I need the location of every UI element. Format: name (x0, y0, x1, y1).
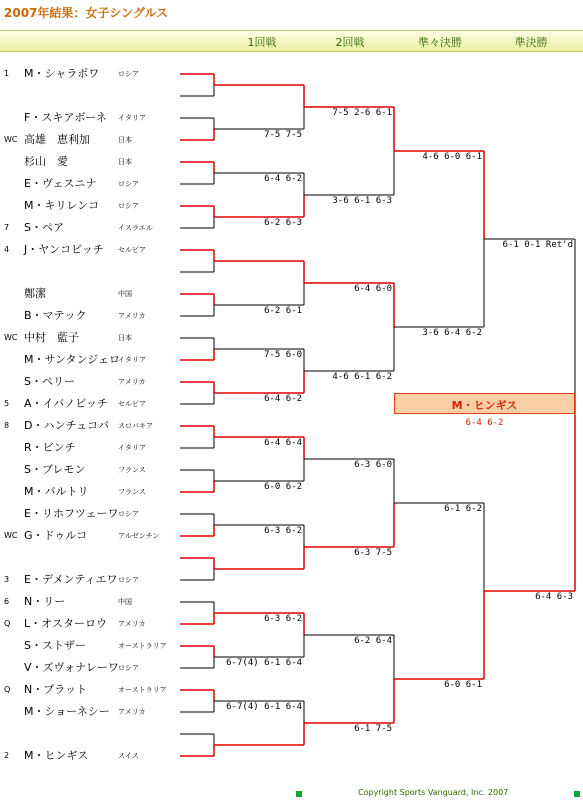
r2-score: 6-2 6-4 (354, 636, 392, 646)
r1-score: 6-0 6-2 (264, 482, 302, 492)
footer-square-left (296, 791, 302, 797)
player-seed: 3 (4, 575, 10, 584)
player-name: M・ヒンギス (24, 749, 89, 762)
player-country: ロシア (118, 70, 139, 78)
r1-score: 6-4 6-2 (264, 174, 302, 184)
player-name: B・マテック (24, 309, 87, 322)
player-seed: Q (4, 685, 11, 694)
player-country: アメリカ (118, 378, 146, 386)
player-country: ロシア (118, 180, 139, 188)
header-round1: 1回戦 (247, 36, 277, 49)
player-name: N・ブラット (24, 683, 88, 696)
player-country: アメリカ (118, 620, 146, 628)
player-country: アルゼンチン (118, 532, 160, 540)
player-name: 中村 藍子 (24, 331, 79, 344)
player-seed: WC (4, 531, 18, 540)
player-name: M・シャラポワ (24, 67, 100, 80)
player-country: イタリア (118, 356, 146, 364)
qf-score: 4-6 6-0 6-1 (422, 152, 482, 162)
player-country: ロシア (118, 664, 139, 672)
player-country: スイス (118, 752, 139, 760)
qf-score: 6-1 6-2 (444, 504, 482, 514)
r1-score: 6-7(4) 6-1 6-4 (226, 658, 302, 668)
player-seed: 8 (4, 421, 10, 430)
player-name: 杉山 愛 (24, 155, 68, 168)
player-country: ロシア (118, 202, 139, 210)
player-seed: 6 (4, 597, 10, 606)
player-name: V・ズヴォナレーワ (24, 661, 119, 674)
player-name: S・ペリー (24, 375, 75, 388)
player-seed: 1 (4, 69, 10, 78)
copyright: Copyright Sports Vanguard, Inc. 2007 (358, 788, 509, 797)
player-country: アメリカ (118, 312, 146, 320)
r1-score: 7-5 7-5 (264, 130, 302, 140)
player-name: S・ストザー (24, 639, 86, 652)
player-country: アメリカ (118, 708, 146, 716)
player-name: E・ヴェスニナ (24, 177, 97, 190)
r2-score: 6-1 7-5 (354, 724, 392, 734)
r1-score: 7-5 6-0 (264, 350, 302, 360)
r2-score: 6-3 6-0 (354, 460, 392, 470)
player-country: セルビア (118, 246, 146, 254)
player-country: オーストラリア (118, 642, 167, 650)
r2-score: 6-4 6-0 (354, 284, 392, 294)
player-name: M・サンタンジェロ (24, 353, 121, 366)
r1-score: 6-4 6-2 (264, 394, 302, 404)
player-name: A・イバノビッチ (24, 397, 108, 410)
r1-score: 6-4 6-4 (264, 438, 302, 448)
player-country: イタリア (118, 114, 146, 122)
player-seed: 2 (4, 751, 10, 760)
player-country: フランス (118, 488, 146, 496)
player-name: E・デメンティエワ (24, 573, 118, 586)
champion-name: M・ヒンギス (451, 399, 518, 412)
r2-score: 3-6 6-1 6-3 (332, 196, 392, 206)
r2-score: 7-5 2-6 6-1 (332, 108, 392, 118)
player-name: 高雄 恵利加 (24, 133, 90, 146)
player-seed: 5 (4, 399, 10, 408)
player-name: M・キリレンコ (24, 199, 100, 212)
player-country: 中国 (118, 598, 132, 606)
header-round2: 2回戦 (335, 36, 365, 49)
sf-score: 6-1 0-1 Ret'd (502, 240, 573, 250)
player-country: フランス (118, 466, 146, 474)
player-name: F・スキアボーネ (24, 111, 107, 124)
player-country: 日本 (118, 334, 132, 342)
player-country: イタリア (118, 444, 146, 452)
r1-score: 6-3 6-2 (264, 526, 302, 536)
header-semifinal: 準決勝 (514, 36, 548, 49)
player-seed: WC (4, 333, 18, 342)
champion-box (394, 393, 575, 414)
player-name: M・ショーネシー (24, 705, 110, 718)
footer-square-right (574, 791, 580, 797)
player-name: S・ブレモン (24, 463, 86, 476)
player-name: 鄭潔 (24, 287, 46, 300)
r1-score: 6-7(4) 6-1 6-4 (226, 702, 302, 712)
player-name: G・ドゥルコ (24, 529, 88, 542)
player-country: セルビア (118, 400, 146, 408)
player-country: スロバキア (118, 422, 153, 430)
player-country: 日本 (118, 158, 132, 166)
r1-score: 6-2 6-3 (264, 218, 302, 228)
footer (0, 785, 583, 802)
player-country: ロシア (118, 576, 139, 584)
champion-score: 6-4 6-2 (465, 418, 504, 428)
player-name: L・オスターロウ (24, 617, 108, 630)
player-name: N・リー (24, 595, 66, 608)
player-country: ロシア (118, 510, 139, 518)
r1-score: 6-2 6-1 (264, 306, 302, 316)
r2-score: 4-6 6-1 6-2 (332, 372, 392, 382)
player-seed: 7 (4, 223, 10, 232)
player-name: R・ビンチ (24, 441, 76, 454)
player-seed: 4 (4, 245, 10, 254)
r1-score: 6-3 6-2 (264, 614, 302, 624)
player-country: 日本 (118, 136, 132, 144)
player-name: E・リホフツェーワ (24, 507, 119, 520)
player-name: D・ハンチュコバ (24, 419, 110, 432)
qf-score: 6-0 6-1 (444, 680, 482, 690)
player-country: イスラエル (118, 224, 153, 232)
player-country: オーストラリア (118, 686, 167, 694)
player-name: J・ヤンコビッチ (24, 243, 104, 256)
player-seed: Q (4, 619, 11, 628)
r2-score: 6-3 7-5 (354, 548, 392, 558)
header-quarterfinal: 準々決勝 (418, 36, 462, 49)
player-country: 中国 (118, 290, 132, 298)
player-name: M・バルトリ (24, 485, 89, 498)
player-seed: WC (4, 135, 18, 144)
sf-score: 6-4 6-3 (535, 592, 573, 602)
player-name: S・ペア (24, 221, 64, 234)
qf-score: 3-6 6-4 6-2 (422, 328, 482, 338)
page-title: 2007年結果：女子シングルス (4, 6, 169, 20)
